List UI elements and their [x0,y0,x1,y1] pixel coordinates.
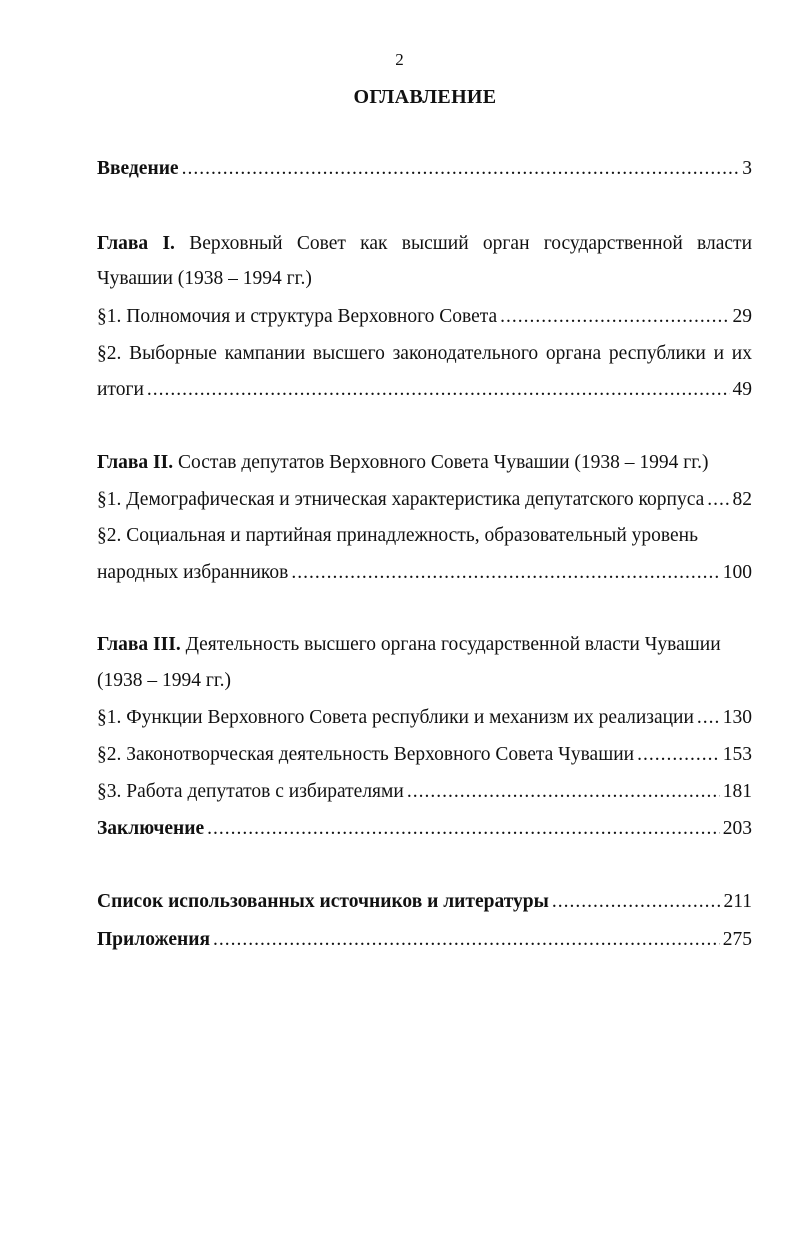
dot-leader [500,305,729,329]
toc-conclusion-page: 203 [722,818,752,839]
toc-ch3-s1-text: §1. Функции Верховного Совета республики и механизм их реализации [97,707,694,728]
toc-chapter3-title-cont: (1938 – 1994 гг.) [97,670,232,691]
toc-entry-conclusion [97,817,752,841]
toc-ch2-s2-page: 100 [722,562,752,583]
toc-chapter1-label: Глава I. [97,233,175,254]
toc-chapter2-title: Состав депутатов Верховного Совета Чувашии (1938 – 1994 гг.) [177,452,709,473]
dot-leader [213,928,720,952]
dot-leader [697,706,720,730]
toc-chapter3-title: Деятельность высшего органа государственной власти Чувашии [185,634,721,655]
toc-ch3-s2-page: 153 [722,744,752,765]
toc-entry-ch1-s2 [97,378,752,402]
dot-leader [207,817,720,841]
page-title: ОГЛАВЛЕНИЕ [353,86,497,108]
toc-ch3-s2-text: §2. Законотворческая деятельность Верховного Совета Чувашии [97,744,635,765]
toc-ch1-s1-page: 29 [732,306,752,327]
toc-ch1-s2-page: 49 [732,379,752,400]
toc-sources-page: 211 [723,891,752,912]
toc-chapter3-label: Глава III. [97,634,181,655]
toc-ch2-s2-text-cont: народных избранников [97,562,289,583]
toc-entry-intro [97,157,752,181]
dot-leader [552,890,721,914]
toc-entry-ch3-s2 [97,743,752,767]
toc-intro-page: 3 [742,158,752,179]
dot-leader [182,157,740,181]
toc-appendix-page: 275 [722,929,752,950]
toc-entry-appendix [97,928,752,952]
toc-ch2-s2-text: §2. Социальная и партийная принадлежность, образовательный уровень [97,525,698,546]
toc-chapter3-heading [97,633,752,657]
toc-ch1-s2-text-cont: итоги [97,379,144,400]
toc-entry-ch3-s3 [97,780,752,804]
toc-ch2-s1-page: 82 [732,489,752,510]
dot-leader [291,561,719,585]
dot-leader [707,488,729,512]
toc-chapter1-title: Верховный Совет как высший орган государственной власти [189,233,753,254]
toc-ch1-s1-text: §1. Полномочия и структура Верховного Совета [97,306,498,327]
toc-sources-label: Список использованных источников и литературы [97,891,549,912]
toc-entry-ch2-s1 [97,488,752,512]
toc-conclusion-label: Заключение [97,818,205,839]
dot-leader [637,743,720,767]
dot-leader [147,378,730,402]
page-number: 2 [395,50,404,69]
toc-entry-ch3-s1 [97,706,752,730]
toc-ch1-s2-text: §2. Выборные кампании высшего законодательного органа республики и их [97,343,752,364]
toc-entry-ch1-s1 [97,305,752,329]
toc-chapter2-heading [97,451,752,475]
toc-intro-label: Введение [97,158,179,179]
toc-ch2-s1-text: §1. Демографическая и этническая характеристика депутатского корпуса [97,489,705,510]
toc-ch3-s3-text: §3. Работа депутатов с избирателями [97,781,404,802]
toc-chapter2-label: Глава II. [97,452,174,473]
dot-leader [407,780,720,804]
toc-entry-sources [97,890,752,914]
toc-ch3-s3-page: 181 [722,781,752,802]
toc-ch3-s1-page: 130 [722,707,752,728]
toc-entry-ch2-s2 [97,561,752,585]
toc-appendix-label: Приложения [97,929,211,950]
toc-chapter1-heading [97,232,752,256]
toc-chapter1-title-cont: Чувашии (1938 – 1994 гг.) [97,268,312,289]
